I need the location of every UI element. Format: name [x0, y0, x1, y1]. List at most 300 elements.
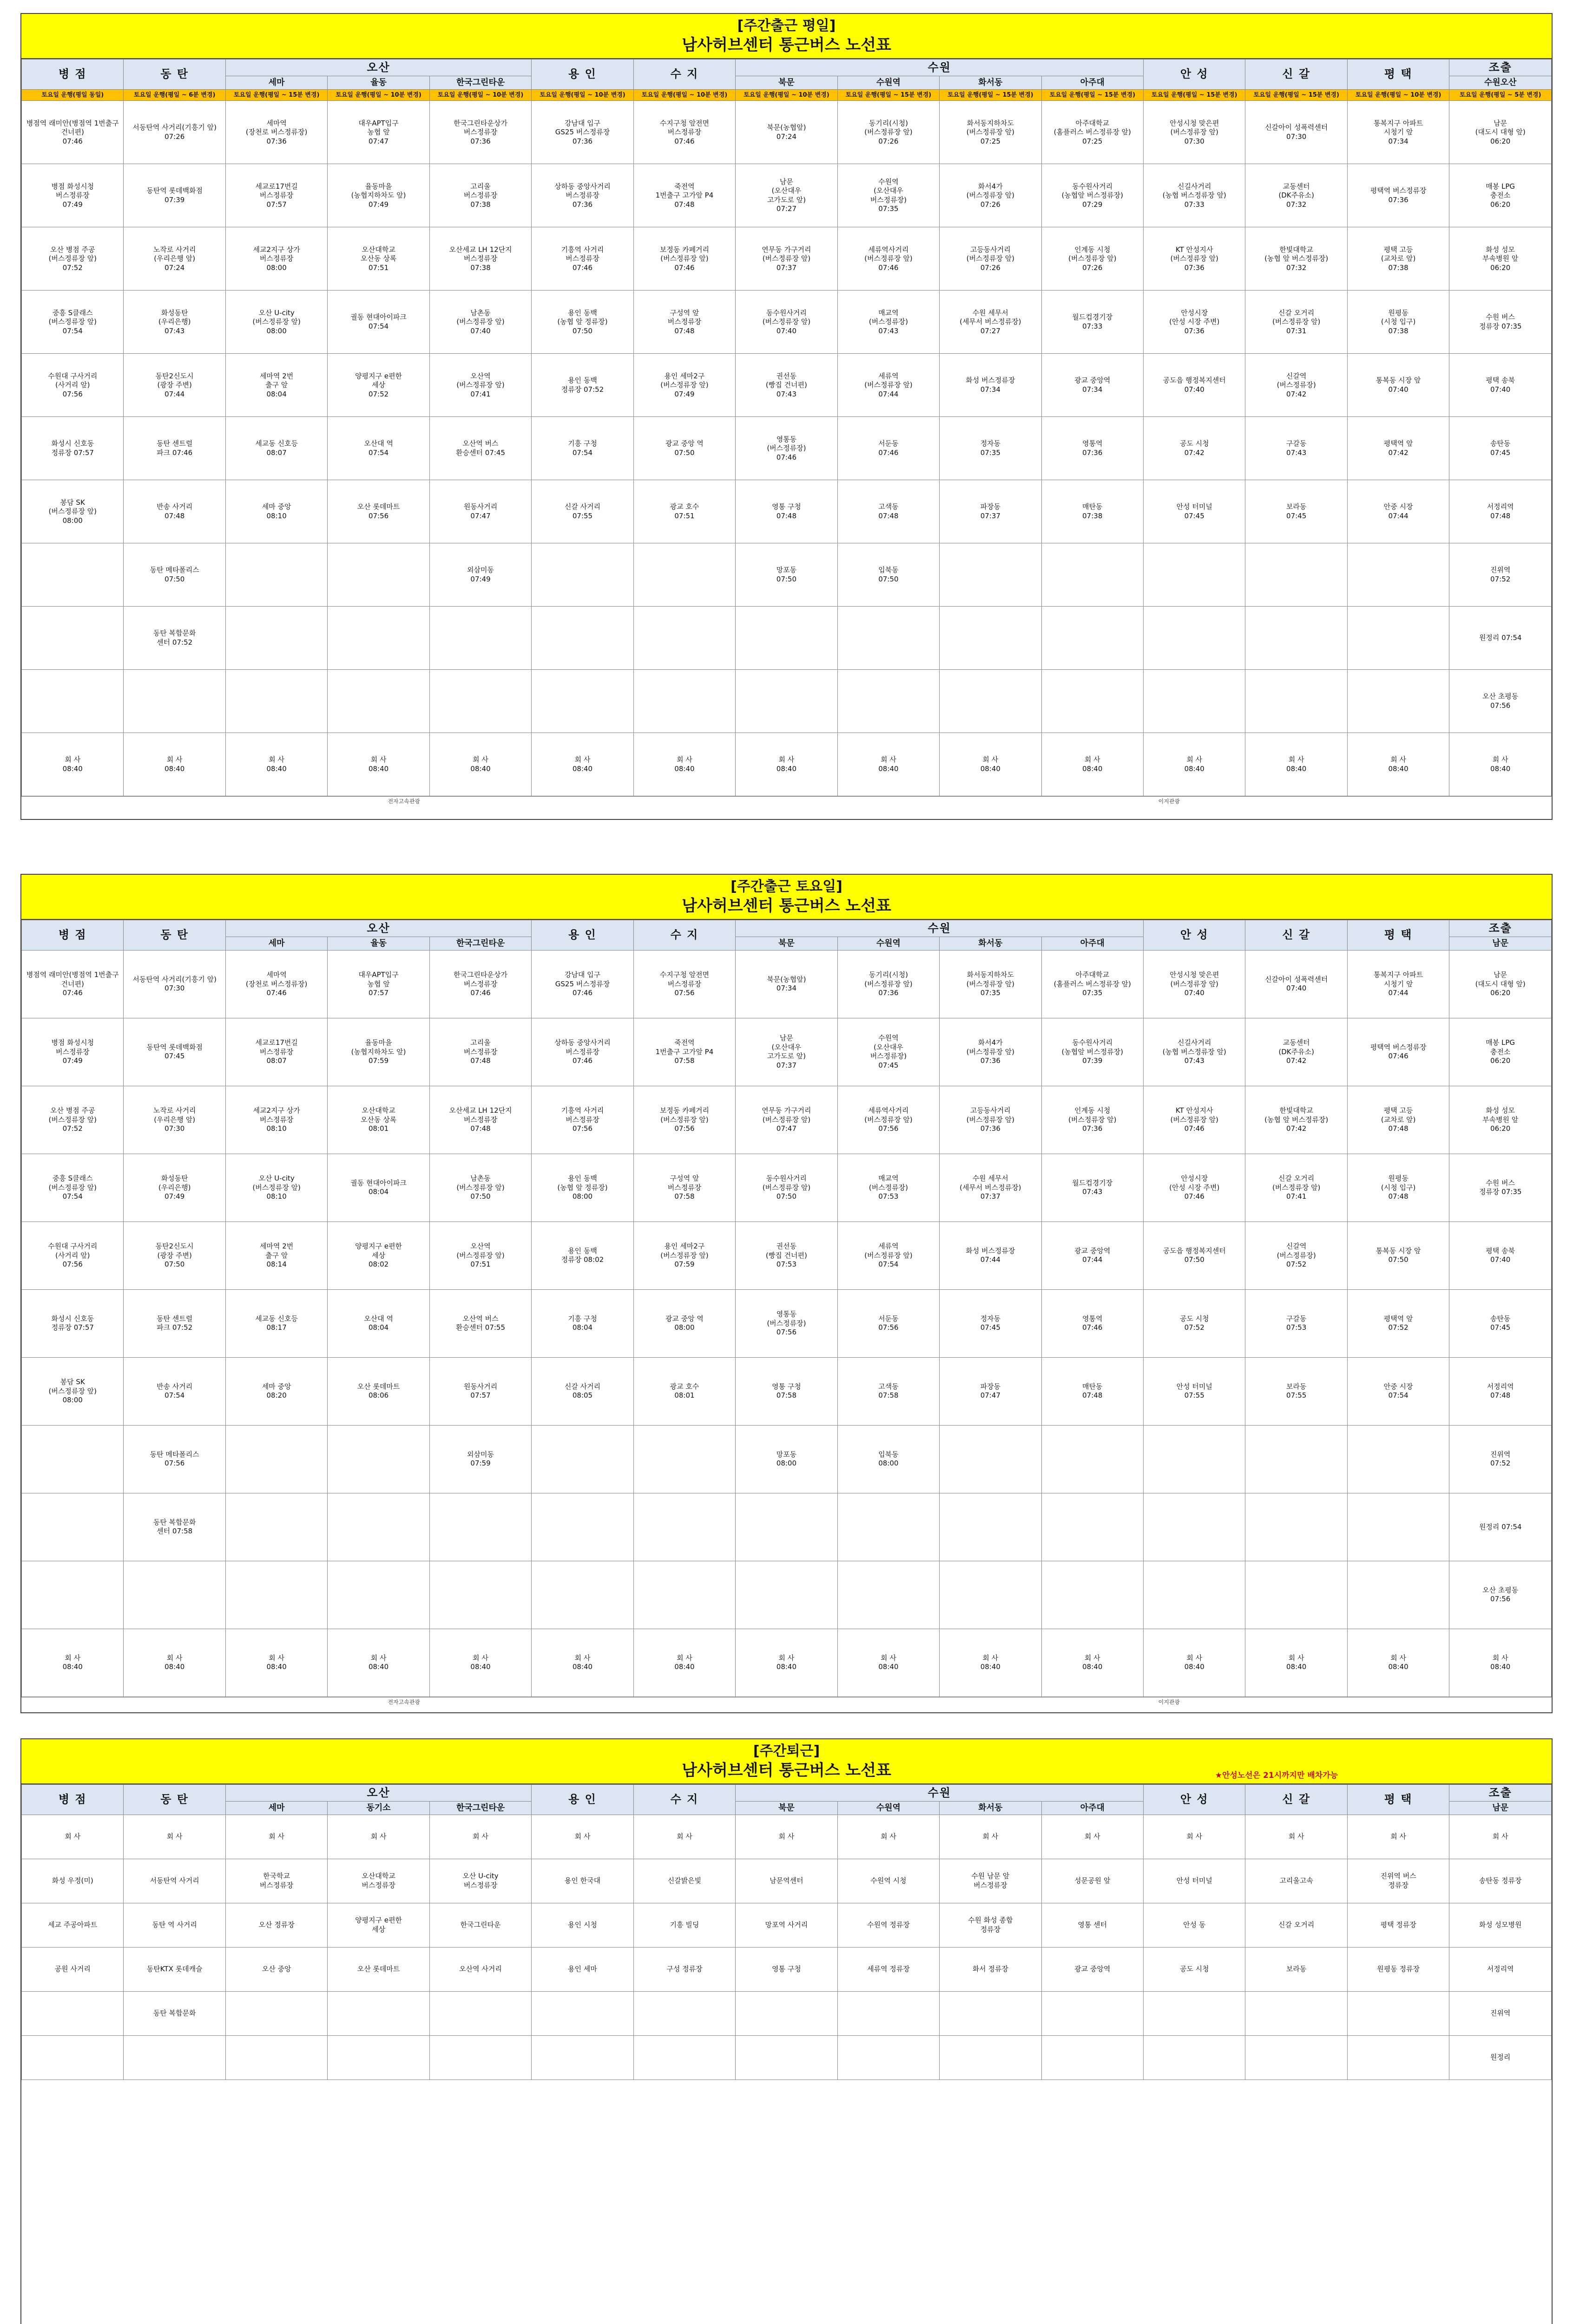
stop-cell: 신갈 사거리 08:05 [532, 1357, 633, 1425]
stop-cell: 오산대학교 버스정류장 [328, 1859, 429, 1903]
stop-cell: 한빛대학교 (농협 앞 버스정류장) 07:42 [1245, 1086, 1347, 1154]
sub-suwon-station: 수원역 [837, 937, 939, 950]
stop-cell: 망포동 08:00 [736, 1425, 837, 1493]
stop-cell: 오산 롯데마트 [328, 1947, 429, 1991]
stop-cell: 회 사 [633, 1815, 735, 1859]
stop-cell: 대우APT입구 농협 앞 07:47 [328, 101, 429, 164]
stop-cell: 오산 병점 주공 (버스정류장 앞) 07:52 [22, 227, 124, 290]
stop-cell: 원평동 (시청 입구) 07:48 [1347, 1154, 1449, 1221]
stop-cell: 남촌동 (버스정류장 앞) 07:40 [429, 290, 531, 354]
stop-cell: 서둔동 07:56 [837, 1289, 939, 1357]
stop-cell: 세마 중앙 08:10 [225, 480, 327, 543]
stop-cell: 평택역 버스정류장 07:46 [1347, 1018, 1449, 1086]
stop-cell: 오산대 역 07:54 [328, 417, 429, 480]
route-row [22, 290, 1552, 354]
stop-cell [429, 607, 531, 670]
sub-sema: 세마 [225, 1802, 327, 1815]
stop-cell: 회 사 08:40 [225, 1629, 327, 1697]
stop-cell [328, 1991, 429, 2035]
stop-cell [532, 1991, 633, 2035]
stop-cell: 정자동 07:45 [940, 1289, 1041, 1357]
stop-cell: 세류역사거리 (버스정류장 앞) 07:56 [837, 1086, 939, 1154]
stop-cell [736, 1561, 837, 1629]
stop-cell: 월드컵경기장 07:33 [1041, 290, 1143, 354]
stop-cell [429, 1493, 531, 1561]
stop-cell: 오산역 (버스정류장 앞) 07:51 [429, 1221, 531, 1289]
stop-cell: 원동사거리 07:47 [429, 480, 531, 543]
stop-cell: 평택역 앞 07:52 [1347, 1289, 1449, 1357]
stop-cell: 노작로 사거리 (우리은행 앞) 07:30 [124, 1086, 225, 1154]
stop-cell [328, 2035, 429, 2080]
stop-cell: 광교 호수 07:51 [633, 480, 735, 543]
sub-bukmun: 북문 [736, 937, 837, 950]
route-row [22, 1086, 1552, 1154]
stop-cell: 권선동 (빵집 건너편) 07:43 [736, 354, 837, 417]
route-row [22, 1357, 1552, 1425]
stop-cell: 반송 사거리 07:48 [124, 480, 225, 543]
stop-cell [1245, 1561, 1347, 1629]
stop-cell: 매탄동 07:48 [1041, 1357, 1143, 1425]
stop-cell [1143, 607, 1245, 670]
stop-cell: 진위역 07:52 [1449, 1425, 1552, 1493]
stop-cell [532, 2035, 633, 2080]
stop-cell: 외삼미동 07:49 [429, 543, 531, 607]
stop-cell: 고색동 07:48 [837, 480, 939, 543]
stop-cell: 회 사 08:40 [532, 1629, 633, 1697]
stop-cell: 오산세교 LH 12단지 버스정류장 07:48 [429, 1086, 531, 1154]
stop-cell [633, 1493, 735, 1561]
stop-cell: 세마역 2번 출구 앞 08:14 [225, 1221, 327, 1289]
stop-cell: 화성 우정(미) [22, 1859, 124, 1903]
stop-cell: 공원 사거리 [22, 1947, 124, 1991]
stop-cell [1245, 1493, 1347, 1561]
stop-cell: 화서4가 (버스정류장 앞) 07:36 [940, 1018, 1041, 1086]
stop-cell: 공도읍 행정복지센터 07:40 [1143, 354, 1245, 417]
stop-cell [532, 543, 633, 607]
stop-cell: 화성동탄 (우리은행) 07:49 [124, 1154, 225, 1221]
orange-note: 토요일 운행(평일 ~ 6분 변경) [124, 89, 225, 101]
stop-cell: 세류역 (버스정류장 앞) 07:54 [837, 1221, 939, 1289]
stop-cell [22, 670, 124, 733]
stop-cell [736, 2035, 837, 2080]
stop-cell: 신갈 오거리 [1245, 1903, 1347, 1947]
stop-cell: 오산 중앙 [225, 1947, 327, 1991]
stop-cell: 회 사 [736, 1815, 837, 1859]
sub-nammun: 남문 [1449, 937, 1552, 950]
region-early: 조출 [1449, 920, 1552, 937]
stop-cell: 영통동 (버스정류장) 07:56 [736, 1289, 837, 1357]
stop-cell: 세교 주공아파트 [22, 1903, 124, 1947]
stop-cell: 회 사 [124, 1815, 225, 1859]
sub-nammun: 남문 [1449, 1802, 1552, 1815]
stop-cell: 동탄 메타폴리스 07:50 [124, 543, 225, 607]
stop-cell [225, 2035, 327, 2080]
stop-cell: 남문역센터 [736, 1859, 837, 1903]
stop-cell: 고등동사거리 (버스정류장 앞) 07:26 [940, 227, 1041, 290]
stop-cell: 세마역 (장천로 버스정류장) 07:36 [225, 101, 327, 164]
stop-cell: 회 사 [429, 1815, 531, 1859]
stop-cell: 오산 정류장 [225, 1903, 327, 1947]
route-row [22, 417, 1552, 480]
region-osan: 오산 [225, 59, 531, 76]
stop-cell: 용인 동백 (농협 앞 정류장) 08:00 [532, 1154, 633, 1221]
stop-cell [429, 1561, 531, 1629]
stop-cell [124, 2035, 225, 2080]
stop-cell: 세마역 (장천로 버스정류장) 07:46 [225, 950, 327, 1018]
stop-cell: 수원 세무서 (세무서 버스정류장) 07:37 [940, 1154, 1041, 1221]
stop-cell: 병점역 래미안(병점역 1번출구 건너편) 07:46 [22, 101, 124, 164]
stop-cell [940, 607, 1041, 670]
region-suwon: 수원 [736, 59, 1144, 76]
stop-cell: 오산 초평동 07:56 [1449, 1561, 1552, 1629]
stop-cell: 고등동사거리 (버스정류장 앞) 07:36 [940, 1086, 1041, 1154]
stop-cell [1041, 1991, 1143, 2035]
stop-cell: 고색동 07:58 [837, 1357, 939, 1425]
sub-suwon-osan: 수원오산 [1449, 76, 1552, 89]
stop-cell: 세교동 신호등 08:07 [225, 417, 327, 480]
stop-cell: 평택 송북 07:40 [1449, 1221, 1552, 1289]
sub-sema: 세마 [225, 76, 327, 89]
stop-cell [225, 1425, 327, 1493]
col-byeongjeom: 병 점 [22, 920, 124, 951]
stop-cell: 회 사 08:40 [328, 733, 429, 796]
stop-cell: 연무동 가구거리 (버스정류장 앞) 07:37 [736, 227, 837, 290]
stop-cell [940, 543, 1041, 607]
stop-cell: 용인 세마2구 (버스정류장 앞) 07:59 [633, 1221, 735, 1289]
col-dongtan: 동 탄 [124, 1785, 225, 1815]
stop-cell: 회 사 08:40 [1245, 733, 1347, 796]
stop-cell: 진위역 07:52 [1449, 543, 1552, 607]
sub-suwon-station: 수원역 [837, 76, 939, 89]
stop-cell: 회 사 08:40 [1143, 1629, 1245, 1697]
stop-cell: 수원대 구사거리 (사거리 앞) 07:56 [22, 354, 124, 417]
stop-cell [532, 670, 633, 733]
stop-cell: 세교로17번길 버스정류장 08:07 [225, 1018, 327, 1086]
col-suji: 수 지 [633, 59, 735, 90]
stop-cell: 회 사 08:40 [532, 733, 633, 796]
stop-cell: 양평지구 e편한 세상 [328, 1903, 429, 1947]
stop-cell: 궐동 현대아이파크 08:04 [328, 1154, 429, 1221]
stop-cell: 매봉 LPG 충전소 06:20 [1449, 164, 1552, 227]
stop-cell: 회 사 [22, 1815, 124, 1859]
stop-cell: 화성시 신호동 정류장 07:57 [22, 1289, 124, 1357]
stop-cell: 매교역 (버스정류장) 07:43 [837, 290, 939, 354]
stop-cell [22, 1561, 124, 1629]
region-early: 조출 [1449, 1785, 1552, 1802]
stop-cell [429, 1991, 531, 2035]
stop-cell: 병점 화성시청 버스정류장 07:49 [22, 1018, 124, 1086]
stop-cell: 화성 버스정류장 07:44 [940, 1221, 1041, 1289]
sub-yuldong: 율동 [328, 937, 429, 950]
stop-cell [633, 543, 735, 607]
stop-cell: 회 사 08:40 [124, 1629, 225, 1697]
stop-cell [1347, 1561, 1449, 1629]
sub-bukmun: 북문 [736, 1802, 837, 1815]
orange-note: 토요일 운행(평일 ~ 15분 변경) [1143, 89, 1245, 101]
stop-cell [1347, 1991, 1449, 2035]
stop-cell: 세교2지구 상가 버스정류장 08:10 [225, 1086, 327, 1154]
region-suwon: 수원 [736, 1785, 1144, 1802]
stop-cell: 수지구청 앞전면 버스정류장 07:56 [633, 950, 735, 1018]
col-byeongjeom: 병 점 [22, 1785, 124, 1815]
region-osan: 오산 [225, 920, 531, 937]
stop-cell: 송탄동 07:45 [1449, 1289, 1552, 1357]
stop-cell: 봉담 SK (버스정류장 앞) 08:00 [22, 480, 124, 543]
stop-cell: 구성역 앞 버스정류장 07:48 [633, 290, 735, 354]
stop-cell [328, 543, 429, 607]
stop-cell: 월드컵경기장 07:43 [1041, 1154, 1143, 1221]
route-row [22, 1815, 1552, 1859]
stop-cell: 오산대 역 08:04 [328, 1289, 429, 1357]
stop-cell: 외삼미동 07:59 [429, 1425, 531, 1493]
stop-cell [328, 1493, 429, 1561]
stop-cell [633, 1425, 735, 1493]
stop-cell: 세교로17번길 버스정류장 07:57 [225, 164, 327, 227]
stop-cell [633, 670, 735, 733]
stop-cell: 광교 중앙 역 08:00 [633, 1289, 735, 1357]
stop-cell [837, 2035, 939, 2080]
stop-cell: 광교 호수 08:01 [633, 1357, 735, 1425]
stop-cell: 세마 중앙 08:20 [225, 1357, 327, 1425]
stop-cell [1347, 607, 1449, 670]
evening-panel [20, 1738, 1553, 2324]
stop-cell: 수지구청 앞전면 버스정류장 07:46 [633, 101, 735, 164]
stop-cell: 신갈밝은빛 [633, 1859, 735, 1903]
stop-cell: 세류역 (버스정류장 앞) 07:44 [837, 354, 939, 417]
stop-cell: 아주대학교 (홈플러스 버스정류장 앞) 07:35 [1041, 950, 1143, 1018]
stop-cell: 수원역 시청 [837, 1859, 939, 1903]
stop-cell: 신갈 사거리 07:55 [532, 480, 633, 543]
stop-cell: 평택 고등 (교차로 앞) 07:48 [1347, 1086, 1449, 1154]
stop-cell: 한국그린타운 [429, 1903, 531, 1947]
stop-cell: 진위역 버스 정류장 [1347, 1859, 1449, 1903]
stop-cell: 수원 버스 정류장 07:35 [1449, 290, 1552, 354]
stop-cell: 파장동 07:47 [940, 1357, 1041, 1425]
route-row [22, 1947, 1552, 1991]
stop-cell [124, 1561, 225, 1629]
orange-note: 토요일 운행(평일 ~ 10분 변경) [328, 89, 429, 101]
stop-cell: 오산 U-city 버스정류장 [429, 1859, 531, 1903]
stop-cell: 수원역 정류장 [837, 1903, 939, 1947]
weekday-title2: 남사허브센터 통근버스 노선표 [682, 36, 891, 54]
stop-cell: 강남대 입구 GS25 버스정류장 07:46 [532, 950, 633, 1018]
stop-cell: 회 사 08:40 [736, 1629, 837, 1697]
stop-cell: 회 사 08:40 [328, 1629, 429, 1697]
orange-note: 토요일 운행(평일 ~ 15분 변경) [1245, 89, 1347, 101]
stop-cell: 용인 한국대 [532, 1859, 633, 1903]
stop-cell: 공도읍 행정복지센터 07:50 [1143, 1221, 1245, 1289]
stop-cell: 보라동 07:55 [1245, 1357, 1347, 1425]
stop-cell: 연무동 가구거리 (버스정류장 앞) 07:47 [736, 1086, 837, 1154]
stop-cell: 동기리(시청) (버스정류장 앞) 07:36 [837, 950, 939, 1018]
stop-cell: 송탄동 정류장 [1449, 1859, 1552, 1903]
orange-note: 토요일 운행(평일 ~ 15분 변경) [1041, 89, 1143, 101]
stop-cell [1143, 1561, 1245, 1629]
stop-cell: 교동센터 (DK주유소) 07:42 [1245, 1018, 1347, 1086]
stop-cell: 광교 중앙역 07:44 [1041, 1221, 1143, 1289]
stop-cell: 양평지구 e편한 세상 07:52 [328, 354, 429, 417]
stop-cell: 서정리역 07:48 [1449, 1357, 1552, 1425]
route-row [22, 1425, 1552, 1493]
stop-cell: 구갈동 07:43 [1245, 417, 1347, 480]
stop-cell: 오산세교 LH 12단지 버스정류장 07:38 [429, 227, 531, 290]
stop-cell: 교동센터 (DK주유소) 07:32 [1245, 164, 1347, 227]
stop-cell [1245, 543, 1347, 607]
stop-cell: 동탄 복합문화 센터 07:58 [124, 1493, 225, 1561]
route-row [22, 480, 1552, 543]
stop-cell: 회 사 [1143, 1815, 1245, 1859]
stop-cell [1041, 1425, 1143, 1493]
evening-title1: [주간퇴근] [753, 1743, 820, 1759]
saturday-footer [21, 1697, 1552, 1706]
stop-cell: 원평동 정류장 [1347, 1947, 1449, 1991]
stop-cell: 회 사 [1041, 1815, 1143, 1859]
stop-cell: 수원역 (오산대우 버스정류장) 07:35 [837, 164, 939, 227]
stop-cell [837, 1991, 939, 2035]
stop-cell: 회 사 [225, 1815, 327, 1859]
stop-cell: 구성역 앞 버스정류장 07:58 [633, 1154, 735, 1221]
stop-cell: 동기리(시청) (버스정류장 앞) 07:26 [837, 101, 939, 164]
stop-cell: 원평동 (시청 입구) 07:38 [1347, 290, 1449, 354]
stop-cell [736, 607, 837, 670]
stop-cell: 원정리 07:54 [1449, 1493, 1552, 1561]
stop-cell: 회 사 [532, 1815, 633, 1859]
sub-ajou: 아주대 [1041, 937, 1143, 950]
route-row [22, 354, 1552, 417]
stop-cell: 남촌동 (버스정류장 앞) 07:50 [429, 1154, 531, 1221]
stop-cell: 죽전역 1번출구 고가앞 P4 07:48 [633, 164, 735, 227]
stop-cell: 용인 시청 [532, 1903, 633, 1947]
stop-cell: 오산역 버스 환승센터 07:55 [429, 1289, 531, 1357]
stop-cell [1041, 1561, 1143, 1629]
stop-cell: 아주대학교 (홈플러스 버스정류장 앞) 07:25 [1041, 101, 1143, 164]
stop-cell: 한빛대학교 (농협 앞 버스정류장) 07:32 [1245, 227, 1347, 290]
orange-note: 토요일 운행(평일 ~ 10분 변경) [429, 89, 531, 101]
stop-cell [837, 1493, 939, 1561]
stop-cell: 공도 시청 [1143, 1947, 1245, 1991]
stop-cell: 오산대학교 오산동 상록 07:51 [328, 227, 429, 290]
stop-cell: 평택역 버스정류장 07:36 [1347, 164, 1449, 227]
stop-cell: 회 사 [328, 1815, 429, 1859]
stop-cell: 용인 동백 (농협 앞 정류장) 07:50 [532, 290, 633, 354]
region-osan: 오산 [225, 1785, 531, 1802]
stop-cell: 오산 병점 주공 (버스정류장 앞) 07:52 [22, 1086, 124, 1154]
stop-cell: 대우APT입구 농협 앞 07:57 [328, 950, 429, 1018]
weekday-footer [21, 796, 1552, 805]
stop-cell [837, 1561, 939, 1629]
sub-hwaseo: 화서동 [940, 76, 1041, 89]
saturday-title1: [주간출근 토요일] [731, 878, 842, 895]
stop-cell [1347, 1493, 1449, 1561]
stop-cell: 수원 버스 정류장 07:35 [1449, 1154, 1552, 1221]
stop-cell [940, 1991, 1041, 2035]
route-row [22, 733, 1552, 796]
stop-cell: 안성 동 [1143, 1903, 1245, 1947]
stop-cell [22, 543, 124, 607]
stop-cell: 입북동 08:00 [837, 1425, 939, 1493]
stop-cell: 평택역 앞 07:42 [1347, 417, 1449, 480]
stop-cell: KT 안성지사 (버스정류장 앞) 07:46 [1143, 1086, 1245, 1154]
col-suji: 수 지 [633, 1785, 735, 1815]
sub-hwaseo: 화서동 [940, 937, 1041, 950]
stop-cell [1347, 2035, 1449, 2080]
stop-cell [940, 670, 1041, 733]
stop-cell: 서정리역 07:48 [1449, 480, 1552, 543]
saturday-table [21, 920, 1552, 1697]
route-row [22, 101, 1552, 164]
stop-cell [940, 1561, 1041, 1629]
stop-cell [225, 1991, 327, 2035]
saturday-title [21, 875, 1552, 920]
sub-hwaseo: 화서동 [940, 1802, 1041, 1815]
sub-green-town: 한국그린타운 [429, 76, 531, 89]
stop-cell: KT 안성지사 (버스정류장 앞) 07:36 [1143, 227, 1245, 290]
stop-cell [1143, 543, 1245, 607]
stop-cell: 서동탄역 사거리(기흥기 앞) 07:30 [124, 950, 225, 1018]
stop-cell: 오산역 (버스정류장 앞) 07:41 [429, 354, 531, 417]
stop-cell: 세교2지구 상가 버스정류장 08:00 [225, 227, 327, 290]
stop-cell: 동탄KTX 롯데캐슬 [124, 1947, 225, 1991]
stop-cell: 회 사 08:40 [1143, 733, 1245, 796]
col-suji: 수 지 [633, 920, 735, 951]
stop-cell [22, 607, 124, 670]
stop-cell [940, 2035, 1041, 2080]
stop-cell [22, 1493, 124, 1561]
stop-cell: 망포동 07:50 [736, 543, 837, 607]
stop-cell: 신갈역 (버스정류장) 07:52 [1245, 1221, 1347, 1289]
weekday-title [21, 14, 1552, 59]
stop-cell: 신길사거리 (농협 버스정류장 앞) 07:43 [1143, 1018, 1245, 1086]
stop-cell [1041, 1493, 1143, 1561]
stop-cell: 기흥 구청 07:54 [532, 417, 633, 480]
stop-cell: 회 사 08:40 [225, 733, 327, 796]
orange-note: 토요일 운행(평일 ~ 15분 변경) [225, 89, 327, 101]
stop-cell: 기흥역 사거리 버스정류장 07:56 [532, 1086, 633, 1154]
stop-cell: 북문(농협앞) 07:24 [736, 101, 837, 164]
stop-cell [837, 670, 939, 733]
stop-cell: 반송 사거리 07:54 [124, 1357, 225, 1425]
stop-cell: 상하동 중앙사거리 버스정류장 07:36 [532, 164, 633, 227]
stop-cell: 회 사 08:40 [1449, 1629, 1552, 1697]
sub-suwon-station: 수원역 [837, 1802, 939, 1815]
col-yongin: 용 인 [532, 1785, 633, 1815]
sub-green-town: 한국그린타운 [429, 1802, 531, 1815]
stop-cell: 영통역 07:46 [1041, 1289, 1143, 1357]
stop-cell: 궐동 현대아이파크 07:54 [328, 290, 429, 354]
stop-cell: 구갈동 07:53 [1245, 1289, 1347, 1357]
stop-cell: 안성시청 맞은편 (버스정류장 앞) 07:30 [1143, 101, 1245, 164]
stop-cell [1245, 1425, 1347, 1493]
stop-cell: 동탄 센트럴 파크 07:46 [124, 417, 225, 480]
stop-cell: 권선동 (빵집 건너편) 07:53 [736, 1221, 837, 1289]
stop-cell: 영통 센터 [1041, 1903, 1143, 1947]
stop-cell [532, 1493, 633, 1561]
footer-right: 이지관광 [1158, 798, 1180, 805]
stop-cell: 통복지구 아파트 시청기 앞 07:44 [1347, 950, 1449, 1018]
region-early: 조출 [1449, 59, 1552, 76]
orange-note: 토요일 운행(평일 ~ 10분 변경) [736, 89, 837, 101]
stop-cell: 평택 고등 (교차로 앞) 07:38 [1347, 227, 1449, 290]
stop-cell [1143, 1425, 1245, 1493]
col-yongin: 용 인 [532, 920, 633, 951]
stop-cell: 회 사 08:40 [837, 1629, 939, 1697]
sub-ajou: 아주대 [1041, 1802, 1143, 1815]
stop-cell: 남문 (오산대우 고가도로 앞) 07:27 [736, 164, 837, 227]
orange-note: 토요일 운행(평일 ~ 10분 변경) [532, 89, 633, 101]
stop-cell: 상하동 중앙사거리 버스정류장 07:46 [532, 1018, 633, 1086]
sub-sema: 세마 [225, 937, 327, 950]
sub-yuldong: 율동 [328, 76, 429, 89]
